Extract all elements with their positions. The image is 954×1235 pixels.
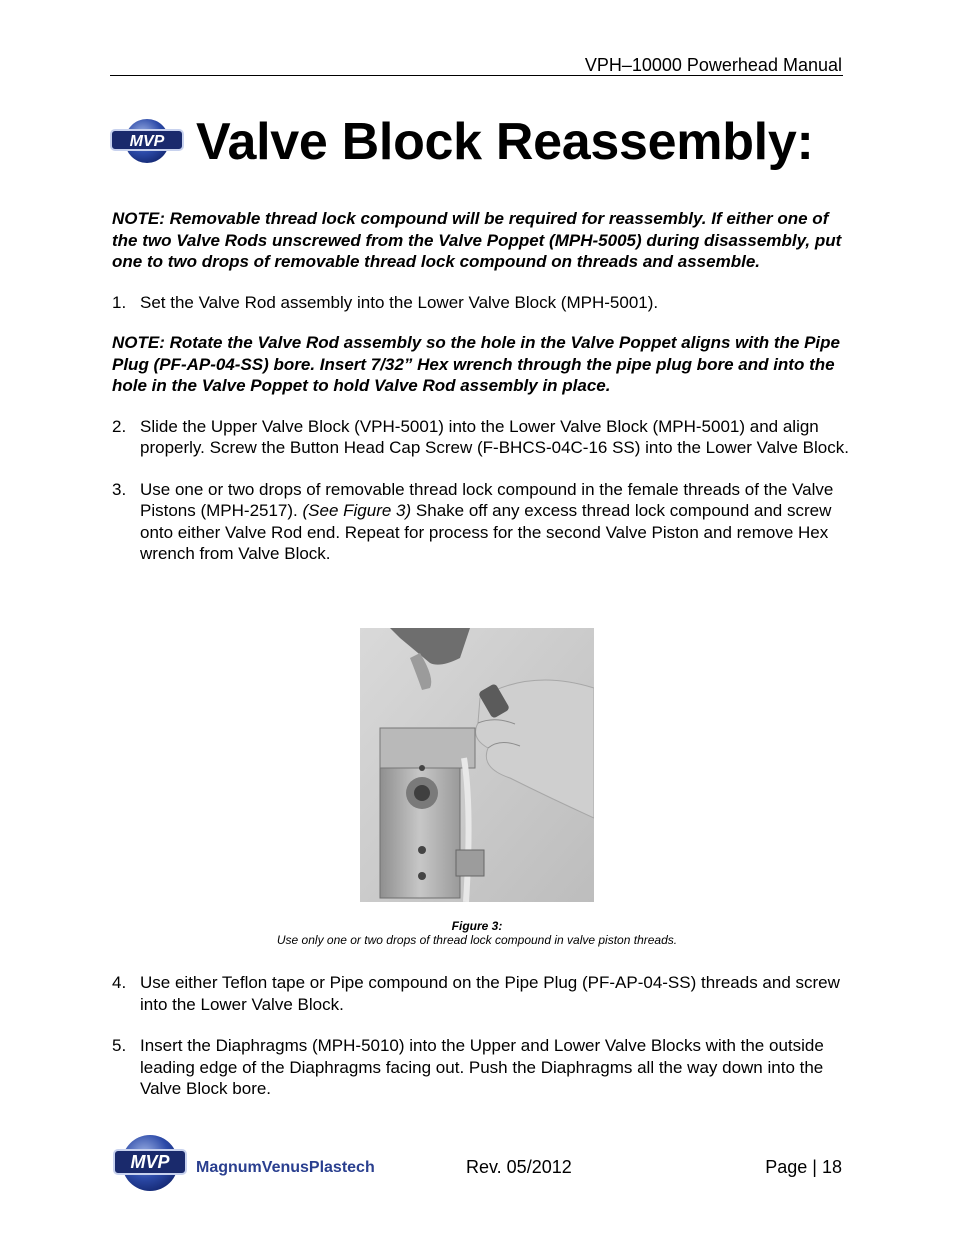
step-number: 5. [112,1036,127,1055]
mvp-logo-icon [107,117,187,165]
step-text: Set the Valve Rod assembly into the Lower Valve Block (MPH-5001). [140,292,659,312]
instructions-top [112,208,852,585]
step-5 [112,1035,852,1100]
step-number: 1. [112,292,127,312]
figure-label: Figure 3: [451,919,503,933]
figure-caption [112,919,842,947]
step-4 [112,972,852,1015]
figure-caption-text: Use only one or two drops of thread lock compound in valve piston threads. [276,933,678,947]
step-1 [112,292,852,314]
step-text-cont: Shake off any excess thread lock compound and screw onto either Valve Rod end. Repeat for process for the second Valve Piston and remove Hex wrench from Valve Block. [140,501,832,563]
page-title: Valve Block Reassembly: [196,113,814,171]
instructions-bottom [112,972,852,1120]
note-rotate-valve-rod: NOTE: Rotate the Valve Rod assembly so the hole in the Valve Poppet aligns with the Pipe Plug (PF-AP-04-SS) bore. Insert 7/32” Hex wrench through the pipe plug bore and into the hole in the Valve Poppet to hold Valve Rod assembly in place. [112,333,840,395]
figure-reference: (See Figure 3) [302,501,412,520]
footer-logo-text: MVP [130,1152,170,1172]
step-number: 3. [112,479,127,499]
note-thread-lock: NOTE: Removable thread lock compound will be required for reassembly. If either one of the two Valve Rods unscrewed from the Valve Poppet (MPH-5005) during disassembly, put one to two drops of removable thread lock compound on threads and assemble. [112,209,842,271]
step-text: Use either Teflon tape or Pipe compound on the Pipe Plug (PF-AP-04-SS) threads and screw into the Lower Valve Block. [140,973,840,1014]
logo-text: MVP [129,133,165,150]
header-title: VPH–10000 Powerhead Manual [584,55,842,75]
header-rule [110,75,843,76]
revision-date: Rev. 05/2012 [466,1157,572,1177]
step-number: 2. [112,416,127,436]
company-name: MagnumVenusPlastech [196,1159,375,1176]
step-3 [112,479,852,565]
figure-3-photo [360,628,594,902]
footer-company-logo-icon [110,1132,400,1194]
step-text: Insert the Diaphragms (MPH-5010) into the Upper and Lower Valve Blocks with the outside leading edge of the Diaphragms facing out. Push the Diaphragms all the way down into the Valve Block bore. [140,1036,824,1098]
step-number: 4. [112,973,127,992]
step-2 [112,416,852,459]
step-text: Use one or two drops of removable thread lock compound in the female threads of the Valve Pistons (MPH-2517). [140,479,834,520]
step-text: Slide the Upper Valve Block (VPH-5001) into the Lower Valve Block (MPH-5001) and align properly. Screw the Button Head Cap Screw (F-BHCS-04C-16 SS) into the Lower Valve Block. [140,416,849,457]
page-number: Page | 18 [765,1157,842,1177]
